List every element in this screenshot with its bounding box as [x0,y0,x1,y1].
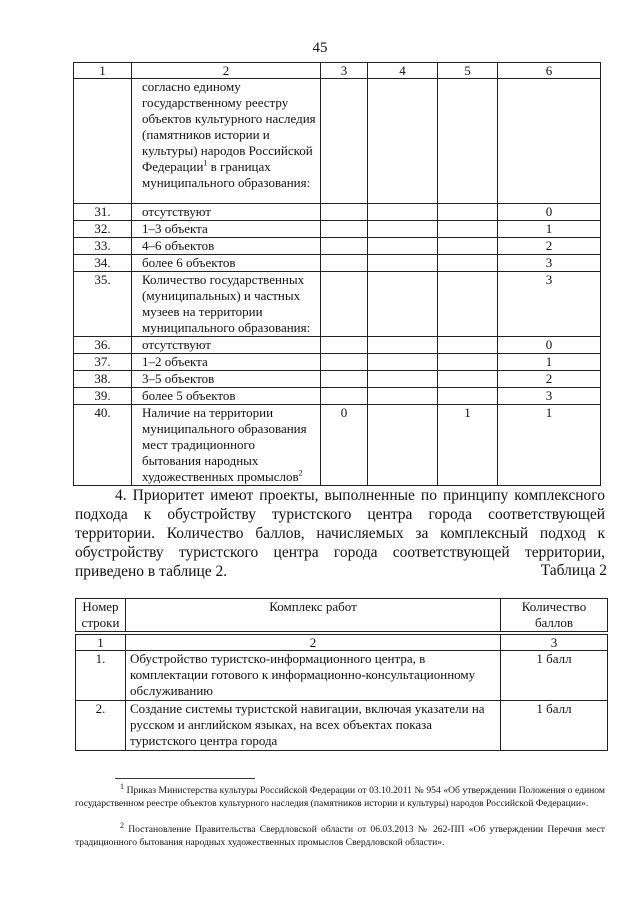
cell [438,255,498,272]
paragraph-4 [75,486,605,581]
cell: 1 [498,354,601,371]
table-row [74,272,601,337]
works-table-header [75,598,608,632]
cell [438,204,498,221]
cell [438,371,498,388]
row-text: более 6 объектов [132,255,321,272]
cell [321,255,368,272]
cell: 0 [498,204,601,221]
row-text: 4–6 объектов [132,238,321,255]
row-text: отсутствуют [132,337,321,354]
column-header: Количество баллов [501,599,608,632]
row-text: Обустройство туристско-информационного центра, в комплектации готового к информационно-консультационному обслуживанию [126,651,501,701]
cell [438,337,498,354]
row-number: 33. [74,238,132,255]
criteria-table [73,62,601,486]
column-header: Номер строки [76,599,126,632]
row-number: 37. [74,354,132,371]
paragraph-text: 4. Приоритет имеют проекты, выполненные по принципу комплексного подхода к обустройству туристского центра города соответствующей территории. Количество баллов, начисляемых за комплексный подход к обустройству туристского центра города соответствующей территории, приведено в таблице 2. [75,487,605,580]
table-row [74,337,601,354]
row-text: Создание системы туристской навигации, включая указатели на русском и английском языках, на всех объектах показа туристского центра города [126,701,501,751]
column-index: 3 [501,635,608,651]
table-row [74,405,601,486]
cell: 3 [498,255,601,272]
table-header-row [74,63,601,79]
column-header: 2 [132,63,321,79]
row-text-body: Наличие на территории муниципального образования мест традиционного бытования народных художественных промыслов [142,405,307,484]
cell [438,238,498,255]
row-number: 38. [74,371,132,388]
cell [438,388,498,405]
cell [438,79,498,204]
row-points: 1 балл [501,701,608,751]
column-header: 1 [74,63,132,79]
footnote-text: Постановление Правительства Свердловской области от 06.03.2013 № 262-ПП «Об утверждении Перечня мест традиционного бытования народных художественных промыслов Свердловской области». [75,824,605,848]
cell: 2 [498,371,601,388]
footnote-ref: 2 [298,468,303,478]
row-number: 34. [74,255,132,272]
cell [368,272,438,337]
footnote-2 [75,820,605,849]
column-header: Комплекс работ [126,599,501,632]
cell [321,371,368,388]
cell: 1 [498,221,601,238]
table-row [74,255,601,272]
row-number: 35. [74,272,132,337]
column-header: 3 [321,63,368,79]
footnote-mark: 2 [120,820,124,830]
cell [321,204,368,221]
cell: 3 [498,388,601,405]
row-text [132,405,321,486]
table-row [76,651,608,701]
cell [321,238,368,255]
cell [438,272,498,337]
footnote-text: Приказ Министерства культуры Российской Федерации от 03.10.2011 № 954 «Об утверждении Положения о едином государственном реестре объектов культурного наследия (памятников истории и культуры) народов Российской Федерации». [75,785,605,809]
table-index-row [76,635,608,651]
row-number: 32. [74,221,132,238]
cell [368,221,438,238]
row-number: 31. [74,204,132,221]
row-number: 2. [76,701,126,751]
column-header: 5 [438,63,498,79]
cell [368,388,438,405]
row-number: 40. [74,405,132,486]
cell [368,405,438,486]
cell [321,79,368,204]
column-index: 2 [126,635,501,651]
table-row [74,221,601,238]
table-row [74,204,601,221]
row-number: 39. [74,388,132,405]
cell [321,337,368,354]
cell [368,238,438,255]
table-caption: Таблица 2 [540,562,607,579]
cell: 1 [498,405,601,486]
continuation-tail: в границах муниципального образования: [142,159,311,190]
cell [321,221,368,238]
cell [438,221,498,238]
cell [498,79,601,204]
cell: 1 [438,405,498,486]
footnote-ref: 1 [203,158,208,168]
cell [368,337,438,354]
cell [368,354,438,371]
works-table [75,634,608,751]
row-text: 3–5 объектов [132,371,321,388]
row-number: 36. [74,337,132,354]
table-row [74,388,601,405]
footnote-1 [75,781,605,810]
cell [321,354,368,371]
cell [368,79,438,204]
column-index: 1 [76,635,126,651]
cell: 2 [498,238,601,255]
cell [368,371,438,388]
footnote-separator [115,778,255,779]
continuation-text: согласно единому государственному реестру объектов культурного наследия (памятников истории и культуры) народов Российской Федерации [142,79,316,174]
row-number: 1. [76,651,126,701]
row-text: 1–2 объекта [132,354,321,371]
table-row [74,371,601,388]
page-number: 45 [312,40,328,56]
cell [438,354,498,371]
column-header: 4 [368,63,438,79]
row-text: более 5 объектов [132,388,321,405]
cell [368,255,438,272]
cell [321,272,368,337]
footnote-mark: 1 [120,781,124,791]
cell [368,204,438,221]
row-text [132,79,321,204]
table-row [74,238,601,255]
table-row [76,701,608,751]
row-text: отсутствуют [132,204,321,221]
cell: 0 [321,405,368,486]
table-row [74,79,601,204]
row-points: 1 балл [501,651,608,701]
row-text: Количество государственных (муниципальных) и частных музеев на территории муниципального образования: [132,272,321,337]
table-header-row [76,599,608,632]
cell [321,388,368,405]
column-header: 6 [498,63,601,79]
row-number [74,79,132,204]
row-text: 1–3 объекта [132,221,321,238]
table-row [74,354,601,371]
cell: 3 [498,272,601,337]
cell: 0 [498,337,601,354]
